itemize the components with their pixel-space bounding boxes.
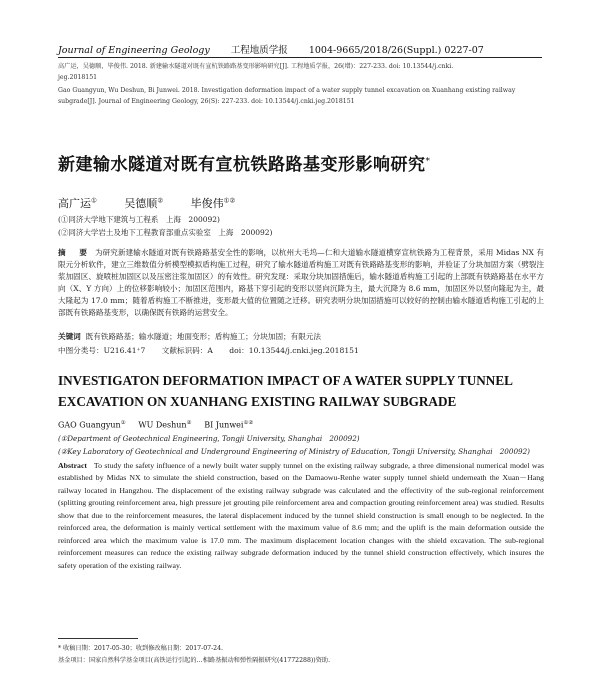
author-en-2: WU Deshun bbox=[138, 420, 187, 430]
clc-label: 中图分类号： bbox=[58, 346, 104, 355]
abstract-cn bbox=[58, 247, 544, 320]
abstract-en bbox=[58, 460, 544, 572]
citation-en bbox=[58, 86, 542, 108]
doc-code-label: 文献标识码： bbox=[161, 346, 208, 355]
footnote-fund: 基金项目：国家自然科学基金项目(高铁运行引起的…相路基振动和弹性隔振研究(41772288))资助. bbox=[58, 657, 331, 664]
doi-label: doi： bbox=[229, 346, 249, 355]
citation-cn bbox=[58, 62, 542, 84]
title-en-line1: INVESTIGATON DEFORMATION IMPACT OF A WATER SUPPLY TUNNEL bbox=[58, 373, 513, 388]
author-en-1: GAO Guangyun bbox=[58, 420, 121, 430]
citation-en-line1: Gao Guangyun, Wu Deshun, Bi Junwei. 2018. Investigation deformation impact of a water supply tunnel excavation on Xuanhang existing railway bbox=[58, 87, 516, 94]
author-en-3: BI Junwei bbox=[204, 420, 244, 430]
journal-name: Journal of Engineering Geology bbox=[58, 45, 210, 56]
affiliation-cn-2: (②同济大学岩土及地下工程教育部重点实验室 上海 200092) bbox=[58, 228, 273, 237]
footnote-rule bbox=[58, 638, 138, 639]
journal-name-cn: 工程地质学报 bbox=[230, 45, 288, 56]
author-cn-1: 高广运 bbox=[58, 197, 91, 210]
abstract-cn-label: 摘 要 bbox=[58, 248, 90, 257]
citation-cn-line2: jeg.2018151 bbox=[58, 73, 98, 81]
citation-cn-line1: 高广运，吴德顺，毕俊伟. 2018. 新建输水隧道对既有宣杭铁路路基变形影响研究[J]. 工程地质学报，26(增)：227-233. doi: 10.13544/j.cnki. bbox=[58, 63, 454, 70]
author-en-3-mark: ①② bbox=[243, 420, 254, 426]
title-en-line2: EXCAVATION ON XUANHANG EXISTING RAILWAY SUBGRADE bbox=[58, 394, 457, 409]
authors-en bbox=[58, 420, 253, 430]
keywords-cn bbox=[58, 331, 321, 342]
title-cn-text: 新建输水隧道对既有宣杭铁路路基变形影响研究 bbox=[58, 155, 426, 175]
footnote-received: * 收稿日期：2017-05-30；收到修改稿日期：2017-07-24. bbox=[58, 645, 224, 652]
page-title-en bbox=[58, 370, 544, 412]
authors-cn bbox=[58, 195, 235, 211]
author-en-2-mark: ② bbox=[186, 420, 192, 426]
author-cn-2: 吴德顺 bbox=[124, 197, 158, 210]
abstract-cn-text: 为研究新建输水隧道对既有铁路路基安全性的影响，以杭州大毛坞—仁和大道输水隧道横穿宣杭铁路为工程背景，采用 Midas NX 有限元分析软件，建立三维数值分析模型模拟盾构施工过程，研究了输水隧道盾构施工对既有铁路路基变形的影响，并验证了分块加固方案（劈裂注浆加固区、旋喷桩加固区以及压密注浆加固区）的有效性。研究发现：采取分块加固措施后，输水隧道盾构施工引起的上部既有铁路路基在水平方向（X、Y 方向）上的位移影响较小；加固区范围内，路基下穿引起的变形以竖向沉降为主，最大沉降为 8.6 mm，加固区外以竖向隆起为主，最大隆起为 17.0 mm；随着盾构施工不断推进，变形最大值的位置随之迁移。研究表明分块加固措施可以较好的控制由输水隧道盾构施工引起的上部既有铁路路基变形，以确保既有铁路的运营安全。 bbox=[58, 248, 545, 318]
header-rule bbox=[58, 57, 542, 58]
citation-en-line2: subgrade[J]. Journal of Engineering Geology, 26(S): 227-233. doi: 10.13544/j.cnki.jeg.2018151 bbox=[58, 97, 355, 105]
author-cn-3: 毕俊伟 bbox=[190, 197, 224, 210]
author-en-1-mark: ① bbox=[120, 420, 126, 426]
clc-value: U216.41⁺7 bbox=[103, 346, 146, 355]
doi-value: 10.13544/j.cnki.jeg.2018151 bbox=[248, 346, 359, 355]
affiliation-cn-1: (①同济大学地下建筑与工程系 上海 200092) bbox=[58, 215, 220, 224]
classification-cn bbox=[58, 345, 359, 356]
affiliation-en-2: (②Key Laboratory of Geotechnical and Underground Engineering of Ministry of Education, Tongji University, Shanghai 200092) bbox=[58, 447, 530, 456]
author-cn-2-mark: ② bbox=[157, 196, 164, 205]
title-footnote-mark: * bbox=[425, 156, 431, 167]
author-cn-1-mark: ① bbox=[91, 196, 97, 205]
author-cn-3-mark: ①② bbox=[223, 196, 236, 205]
journal-code: 1004-9665/2018/26(Suppl.) 0227-07 bbox=[308, 45, 484, 56]
affiliation-en-1: (①Department of Geotechnical Engineering, Tongji University, Shanghai 200092) bbox=[58, 434, 360, 443]
keywords-cn-text: 既有铁路路基；输水隧道；地面变形；盾构施工；分块加固；有限元法 bbox=[85, 332, 322, 341]
keywords-cn-label: 关键词 bbox=[58, 332, 81, 341]
running-header bbox=[58, 42, 484, 56]
abstract-en-label: Abstract bbox=[58, 461, 88, 470]
page-title-cn bbox=[58, 150, 431, 175]
abstract-en-text: To study the safety influence of a newly built water supply tunnel on the existing railway subgrade, a three dimensional numerical model was established by Midas NX to simulate the shield construction, based on the Damaowu-Renhe water supply tunnel shield underneath the Xuan－Hang railway located in Hangzhou. The displacement of the existing railway subgrade was calculated and the effectivity of the sub-regional reinforcement (splitting grouting reinforcement area, high pressure jet grouting pile reinforcement area and compaction grouting reinforcement area) was studied. Results show that due to the reinforcement measures, the lateral displacement induced by the tunnel shield construction is small enough to be neglected. In the reinforced area, the deformation is mainly vertical settlement with the maximum value of 8.6 mm; and the uplift is the main deformation outside the reinforced area which the maximum value is 17.0 mm. The maximum displacement location changes with the shield excavation. The sub-regional reinforcement measures can reduce the existing railway subgrade deformation induced by the tunnel shield construction effectively, which insures the safety operation of the existing railway. bbox=[58, 461, 544, 570]
doc-code-value: A bbox=[207, 346, 213, 355]
